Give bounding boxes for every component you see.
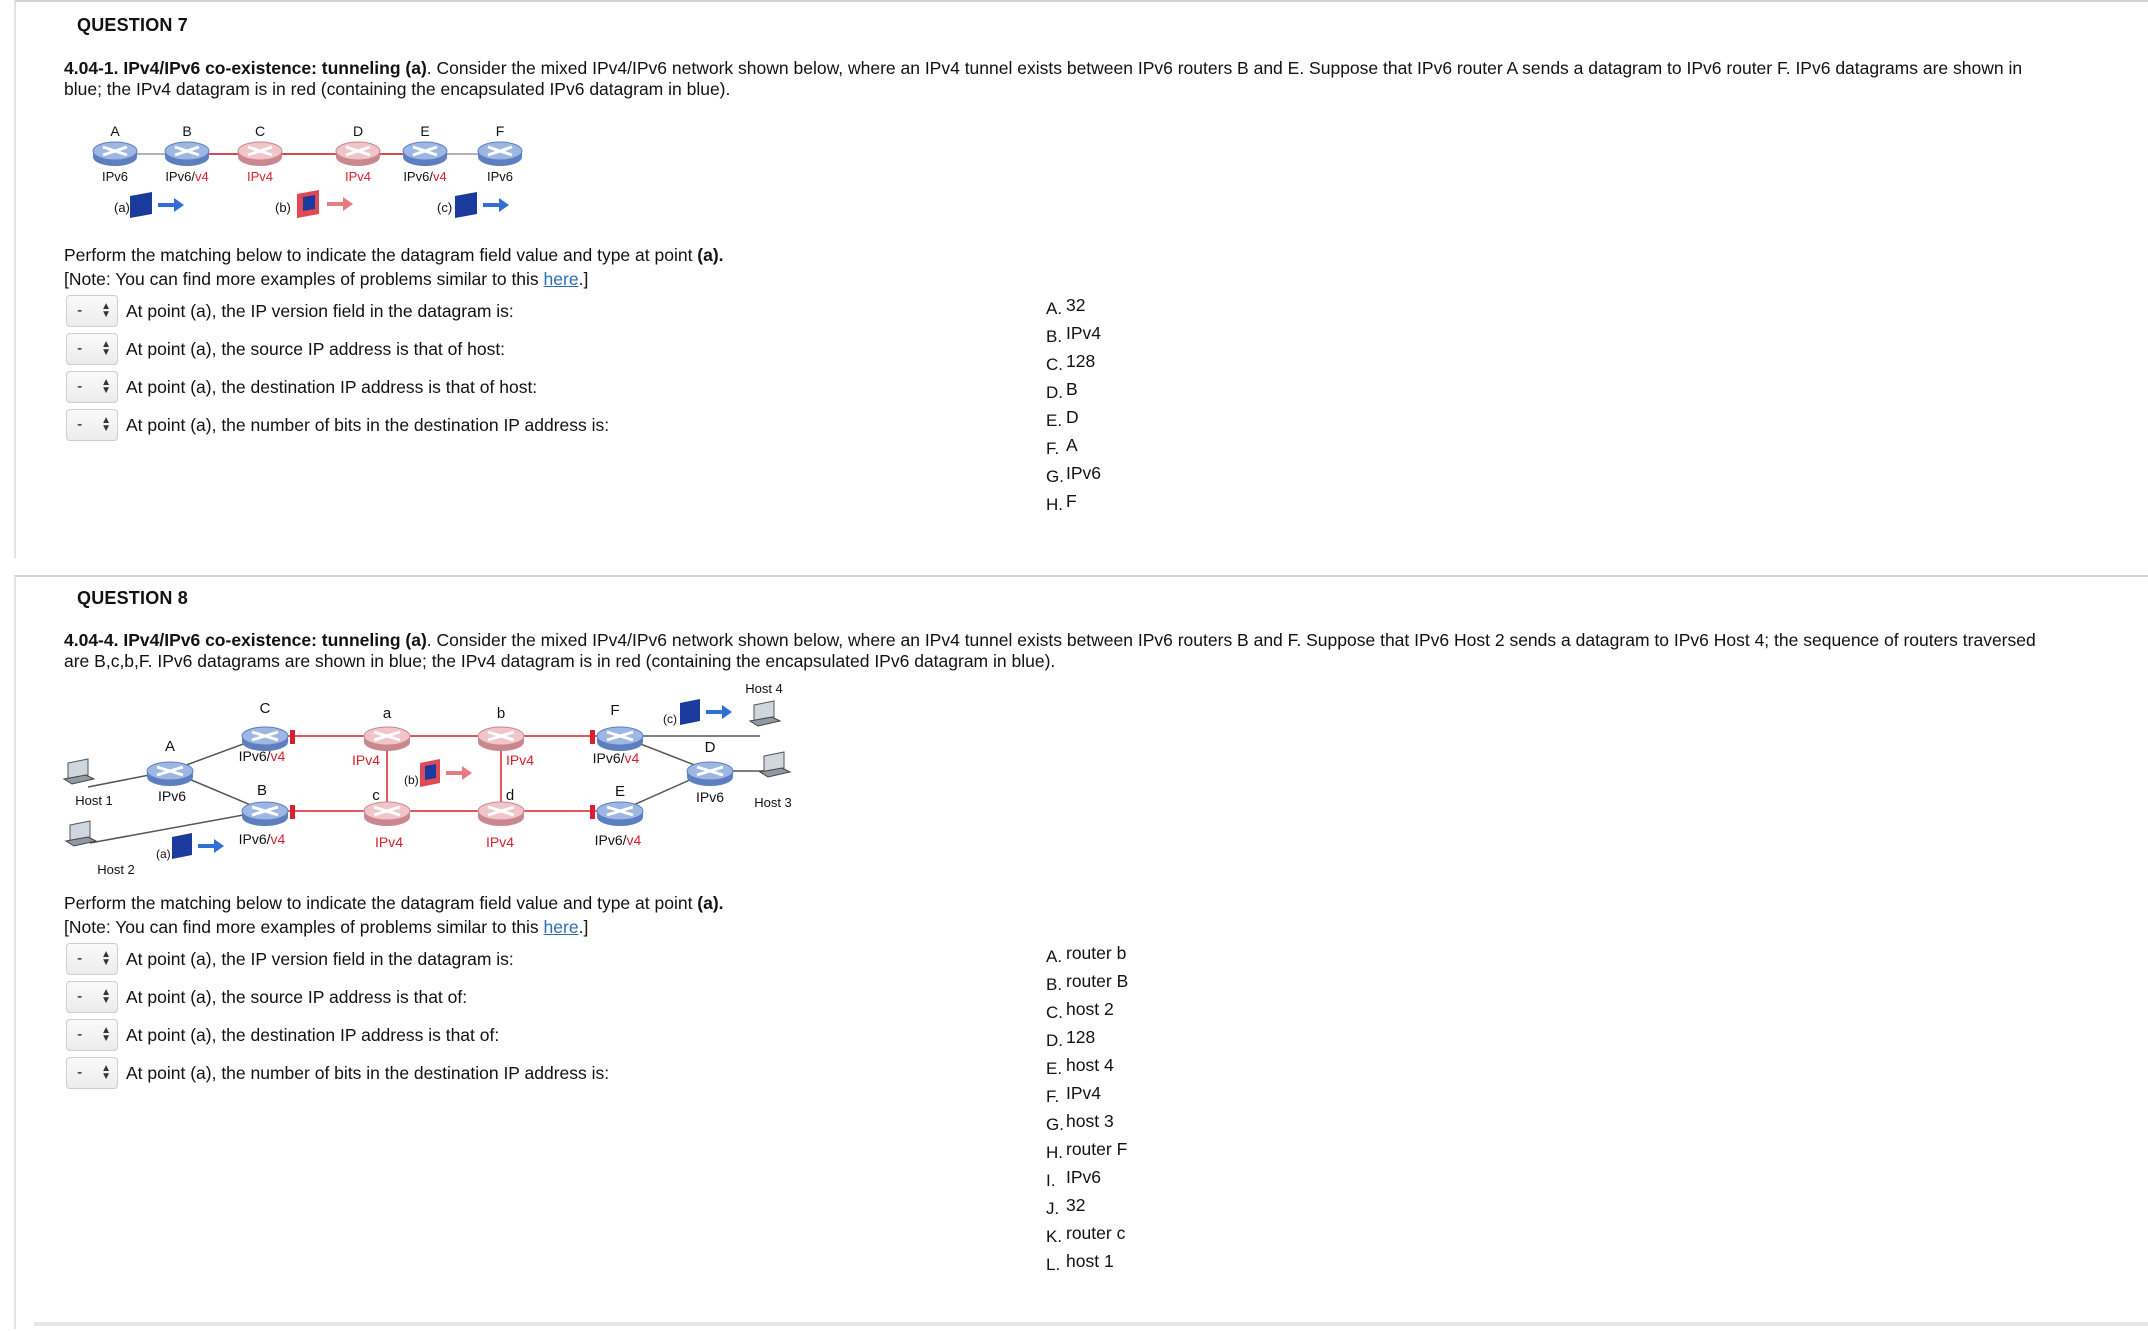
q8-host-label: Host 4 — [745, 681, 783, 696]
q8-options-list — [1046, 943, 1128, 1279]
q7-option: A. 32 — [1046, 295, 1086, 318]
q8-match-row — [66, 1056, 609, 1090]
q8-type-label: IPv4 — [351, 752, 381, 768]
q8-option: E. host 4 — [1046, 1055, 1114, 1078]
q8-host-4-laptop-icon — [750, 701, 780, 726]
q8-statement-1: At point (a), the IP version field in the datagram is: — [126, 948, 514, 969]
q7-point-label: (c) — [437, 200, 453, 215]
q8-host-label: Host 3 — [754, 795, 792, 810]
q8-type-label: IPv4 — [485, 834, 515, 850]
q7-router-label: F — [495, 123, 505, 139]
q8-ipv6-datagram-icon — [172, 833, 224, 859]
select-arrows-icon: ▲ ▼ — [101, 949, 111, 968]
select-arrows-icon: ▲ ▼ — [101, 377, 111, 396]
q8-router-d — [478, 802, 524, 826]
select-arrows-icon: ▲ ▼ — [101, 339, 111, 358]
q8-router-label: A — [164, 738, 176, 755]
q7-type-label: IPv4 — [344, 169, 372, 184]
question-8-body: . Consider the mixed IPv4/IPv6 network shown below, where an IPv4 tunnel exists between IPv6 routers B and F. Suppose that IPv6 Host 2 sends a datagram to IPv6 Host 4; the sequence of routers traversed are B,c,b,F. IPv6 datagrams are shown in blue; the IPv4 datagram is in red (containing the encapsulated IPv6 datagram in blue). — [64, 630, 2036, 671]
q7-option: G. IPv6 — [1046, 463, 1102, 486]
q8-option: C. host 2 — [1046, 999, 1114, 1022]
q7-match-row — [66, 370, 537, 404]
q7-type-label: IPv6 — [101, 169, 129, 184]
q7-match-row — [66, 408, 609, 442]
q7-match-row — [66, 294, 514, 328]
q8-router-label: c — [372, 787, 380, 804]
q7-router-label: B — [182, 123, 192, 139]
question-8-title: 4.04-4. IPv4/IPv6 co-existence: tunneling (a) — [64, 630, 427, 650]
q7-statement-4: At point (a), the number of bits in the destination IP address is: — [126, 414, 610, 435]
q7-ipv4-datagram-icon — [297, 190, 353, 218]
q8-router-E — [597, 802, 643, 826]
q8-router-c — [364, 802, 410, 826]
q7-type-label: IPv6/v4 — [165, 169, 209, 184]
q7-router-label: A — [110, 123, 120, 139]
q8-option: D. 128 — [1046, 1027, 1096, 1050]
q7-option: C. 128 — [1046, 351, 1096, 374]
q7-type-label: IPv6 — [486, 169, 514, 184]
q8-answer-select-1[interactable]: - ▲ ▼ — [66, 943, 118, 975]
q8-host-1-laptop-icon — [64, 759, 94, 784]
q7-router-label: E — [420, 123, 430, 139]
q8-router-label: F — [610, 702, 620, 719]
q7-ipv6-datagram-icon — [130, 192, 184, 218]
q8-router-label: a — [382, 705, 392, 722]
q8-ipv6-datagram-icon — [680, 699, 732, 725]
q8-point-label: (a) — [156, 847, 171, 861]
q8-type-label: IPv4 — [505, 752, 535, 768]
q8-host-3-laptop-icon — [760, 752, 790, 777]
q8-statement-2: At point (a), the source IP address is that of: — [126, 986, 468, 1007]
q7-router-label: C — [254, 123, 266, 139]
q7-option: H. F — [1046, 491, 1077, 514]
q7-point-label: (b) — [275, 200, 291, 215]
q7-option: F. A — [1046, 435, 1078, 458]
q8-option: A. router b — [1046, 943, 1127, 966]
q7-option: E. D — [1046, 407, 1079, 430]
q8-answer-select-2[interactable]: - ▲ ▼ — [66, 981, 118, 1013]
q8-note: [Note: You can find more examples of problems similar to this here.] — [64, 917, 589, 937]
select-arrows-icon: ▲ ▼ — [101, 1063, 111, 1082]
q8-option: G. host 3 — [1046, 1111, 1114, 1134]
q8-router-D — [687, 762, 733, 786]
q7-answer-select-1[interactable]: - ▲ ▼ — [66, 295, 118, 327]
q8-router-B — [242, 802, 288, 826]
bottom-divider — [34, 1322, 2148, 1326]
q8-statement-3: At point (a), the destination IP address is that of: — [126, 1024, 500, 1045]
q8-option: F. IPv4 — [1046, 1083, 1102, 1106]
q8-option: L. host 1 — [1046, 1251, 1114, 1274]
q8-type-label: IPv6/v4 — [238, 748, 286, 764]
q8-host-label: Host 2 — [97, 862, 135, 877]
q8-option: K. router c — [1046, 1223, 1126, 1246]
q8-router-label: d — [505, 787, 515, 804]
q8-type-label: IPv6 — [157, 788, 187, 804]
select-arrows-icon: ▲ ▼ — [101, 301, 111, 320]
q8-router-a — [364, 727, 410, 751]
q8-network-diagram — [60, 675, 820, 885]
q7-answer-select-2[interactable]: - ▲ ▼ — [66, 333, 118, 365]
q7-point-label: (a) — [114, 200, 130, 215]
q8-router-label: B — [256, 782, 268, 799]
q7-statement-2: At point (a), the source IP address is that of host: — [126, 338, 506, 359]
q8-match-row — [66, 980, 467, 1014]
q8-host-2-laptop-icon — [66, 821, 96, 846]
q7-option: D. B — [1046, 379, 1078, 402]
q8-router-A — [147, 762, 193, 786]
q7-here-link[interactable]: here — [543, 269, 579, 289]
q7-router-d — [336, 142, 380, 166]
question-7-text — [64, 58, 2044, 100]
q7-options-list — [1046, 295, 1101, 519]
q7-type-label: IPv6/v4 — [403, 169, 447, 184]
q8-match-row — [66, 942, 514, 976]
q8-option: J. 32 — [1046, 1195, 1086, 1218]
q8-router-label: C — [259, 700, 271, 717]
q8-answer-select-3[interactable]: - ▲ ▼ — [66, 1019, 118, 1051]
q7-statement-1: At point (a), the IP version field in the datagram is: — [126, 300, 514, 321]
q8-host-label: Host 1 — [75, 793, 113, 808]
q7-ipv6-datagram-icon — [455, 192, 509, 218]
q8-statement-4: At point (a), the number of bits in the destination IP address is: — [126, 1062, 610, 1083]
q8-type-label: IPv6/v4 — [238, 831, 286, 847]
q8-ipv4-datagram-icon — [420, 759, 472, 787]
q8-option: B. router B — [1046, 971, 1129, 994]
q8-router-F — [597, 727, 643, 751]
q7-type-label: IPv4 — [246, 169, 274, 184]
question-7-header: QUESTION 7 — [77, 15, 189, 35]
q7-match-row — [66, 332, 505, 366]
question-8-text — [64, 630, 2044, 672]
q8-type-label: IPv6/v4 — [594, 832, 642, 848]
q8-match-row — [66, 1018, 499, 1052]
q8-option: H. router F — [1046, 1139, 1128, 1162]
q8-point-label: (b) — [404, 773, 419, 787]
q8-point-label: (c) — [663, 712, 677, 726]
q7-router-f — [478, 142, 522, 166]
q8-here-link[interactable]: here — [543, 917, 579, 937]
q8-router-label: D — [704, 739, 716, 756]
q7-router-c — [238, 142, 282, 166]
q8-type-label: IPv6/v4 — [592, 750, 640, 766]
select-arrows-icon: ▲ ▼ — [101, 987, 111, 1006]
q7-perform-text: Perform the matching below to indicate the datagram field value and type at point (a). — [64, 245, 724, 265]
q8-router-label: E — [614, 783, 626, 800]
q7-network-diagram — [80, 118, 560, 228]
q8-type-label: IPv4 — [374, 834, 404, 850]
q7-option: B. IPv4 — [1046, 323, 1102, 346]
q7-router-b — [165, 142, 209, 166]
select-arrows-icon: ▲ ▼ — [101, 415, 111, 434]
q7-router-a — [93, 142, 137, 166]
question-7-title: 4.04-1. IPv4/IPv6 co-existence: tunneling (a) — [64, 58, 427, 78]
q7-note: [Note: You can find more examples of problems similar to this here.] — [64, 269, 589, 289]
q7-router-e — [403, 142, 447, 166]
q7-router-label: D — [352, 123, 364, 139]
q8-router-b — [478, 727, 524, 751]
q7-answer-select-3[interactable]: - ▲ ▼ — [66, 371, 118, 403]
q8-perform-text: Perform the matching below to indicate the datagram field value and type at point (a). — [64, 893, 724, 913]
question-8-header: QUESTION 8 — [77, 588, 189, 608]
select-arrows-icon: ▲ ▼ — [101, 1025, 111, 1044]
q8-option: I. IPv6 — [1046, 1167, 1102, 1190]
q8-router-label: b — [496, 705, 506, 722]
question-7-body: . Consider the mixed IPv4/IPv6 network shown below, where an IPv4 tunnel exists between IPv6 routers B and E. Suppose that IPv6 router A sends a datagram to IPv6 router F. IPv6 datagrams are shown in blue; the IPv4 datagram is in red (containing the encapsulated IPv6 datagram in blue). — [64, 58, 2023, 99]
q8-type-label: IPv6 — [695, 789, 725, 805]
q8-answer-select-4[interactable]: - ▲ ▼ — [66, 1057, 118, 1089]
q7-answer-select-4[interactable]: - ▲ ▼ — [66, 409, 118, 441]
q7-statement-3: At point (a), the destination IP address is that of host: — [126, 376, 538, 397]
